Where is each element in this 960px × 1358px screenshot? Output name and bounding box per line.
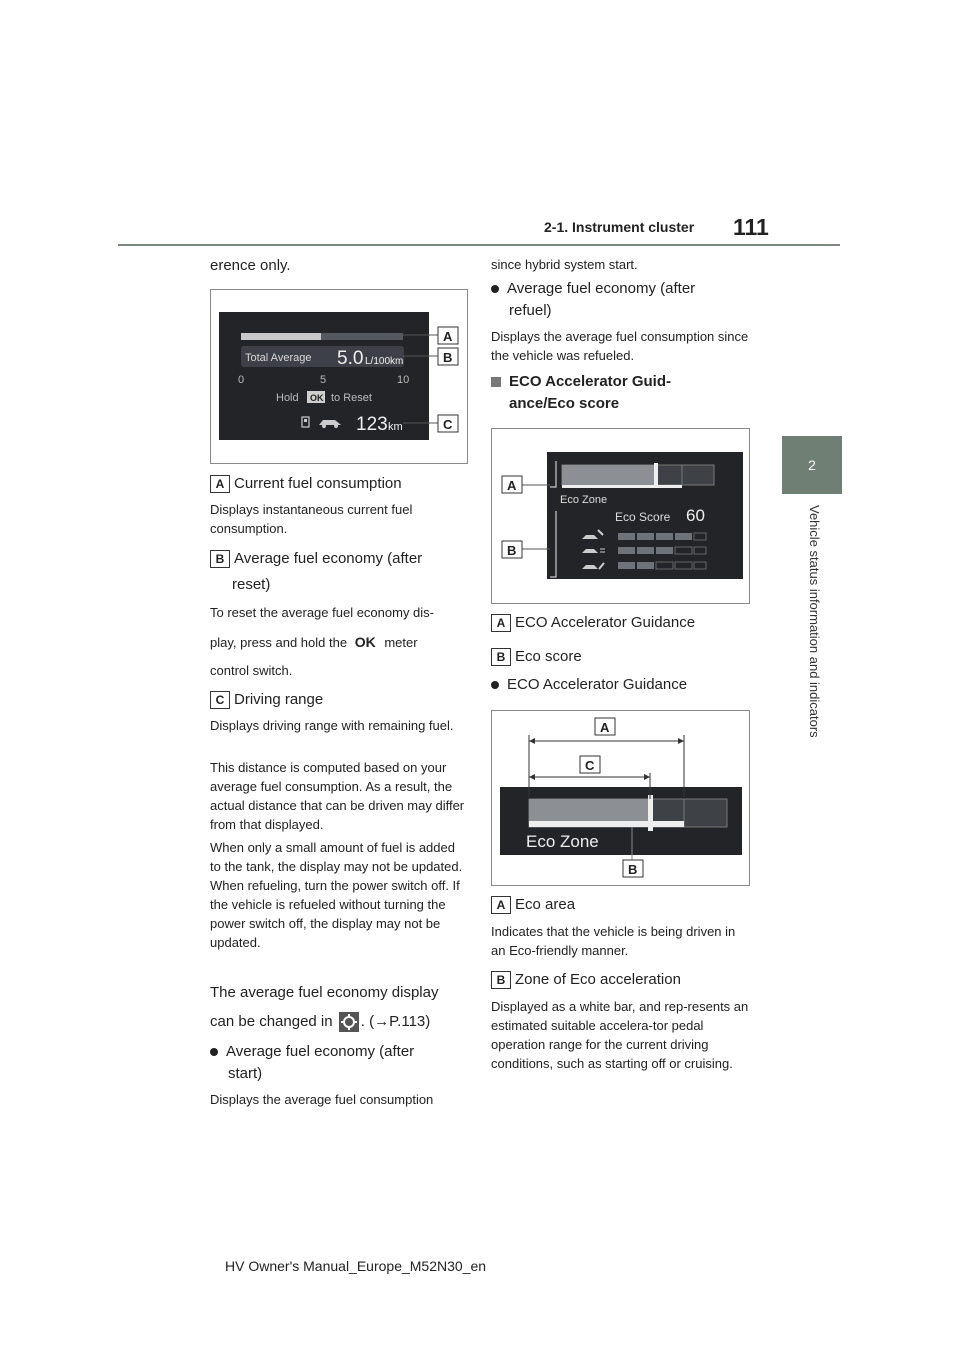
range-unit: km xyxy=(388,421,403,433)
total-average-unit: L/100km xyxy=(365,356,404,367)
bullet-icon xyxy=(210,1048,218,1056)
callout-b: B xyxy=(507,543,517,558)
total-average-label: Total Average xyxy=(245,352,312,364)
change-note-2b: . (→P.113) xyxy=(360,1013,431,1030)
total-average-value: 5.0 xyxy=(337,348,364,369)
eco-bar-white xyxy=(562,485,682,488)
guidance-white-bar xyxy=(529,821,684,827)
continued-text-right: since hybrid system start. xyxy=(491,257,638,272)
scale-0: 0 xyxy=(238,374,245,386)
figure-eco-guidance xyxy=(491,710,750,886)
settings-gear-icon xyxy=(339,1012,359,1032)
label-b: B xyxy=(491,648,511,666)
range-value: 123 xyxy=(356,414,388,435)
chapter-tab: 2 xyxy=(782,436,842,494)
ok-switch-icon: OK xyxy=(354,634,376,650)
eco-area-text: Eco area xyxy=(515,896,576,913)
label-a: A xyxy=(491,896,511,914)
eco-heading-cont: ance/Eco score xyxy=(509,395,620,412)
item-b-title xyxy=(210,548,422,570)
page-number: 111 xyxy=(733,214,769,240)
fig2-item-b-text: Eco score xyxy=(515,648,582,665)
score-stop-seg-1 xyxy=(618,562,635,569)
score-stop-seg-2 xyxy=(637,562,654,569)
chapter-name: Vehicle status information and indicators xyxy=(807,505,822,738)
item-c-text: Driving range xyxy=(234,691,324,708)
after-refuel-title-cont: refuel) xyxy=(509,302,552,319)
item-b-desc-2a: play, press and hold the xyxy=(210,635,348,650)
eco-score-label: Eco Score xyxy=(615,510,671,524)
after-refuel-text: Average fuel economy (after xyxy=(507,280,696,297)
guidance-bullet-text: ECO Accelerator Guidance xyxy=(507,676,688,693)
scale-10: 10 xyxy=(397,374,410,386)
zone-text: Zone of Eco acceleration xyxy=(515,971,681,988)
item-a-text: Current fuel consumption xyxy=(234,475,402,492)
change-note-2a: can be changed in xyxy=(210,1013,333,1030)
callout-c: C xyxy=(585,758,595,773)
after-refuel-title xyxy=(491,278,695,300)
eco-guidance-graphic xyxy=(492,711,749,885)
score-start-seg-1 xyxy=(618,533,635,540)
label-a: A xyxy=(491,614,511,632)
change-note-1: The average fuel economy display xyxy=(210,984,439,1001)
figure-eco-score xyxy=(491,428,750,604)
section-title: 2-1. Instrument cluster xyxy=(544,219,695,235)
bullet-icon xyxy=(491,285,499,293)
label-b: B xyxy=(491,971,511,989)
guidance-eco-zone: Eco Zone xyxy=(526,832,599,851)
eco-bar-fill xyxy=(562,465,654,485)
header-rule xyxy=(118,244,840,246)
change-note-2 xyxy=(210,1011,430,1033)
item-b-desc-1: To reset the average fuel economy dis- xyxy=(210,605,435,620)
eco-area-desc: Indicates that the vehicle is being driven in an Eco-friendly manner. xyxy=(491,924,736,958)
score-cruise-seg-3 xyxy=(656,547,673,554)
fig2-item-b xyxy=(491,646,582,668)
fig2-item-a-text: ECO Accelerator Guidance xyxy=(515,614,696,631)
item-c-desc-1: Displays driving range with remaining fuel. xyxy=(210,718,454,733)
eco-zone-label: Eco Zone xyxy=(560,494,608,506)
eco-area-title xyxy=(491,894,575,916)
guidance-bullet xyxy=(491,674,687,696)
eco-bar-indicator xyxy=(654,463,658,487)
label-b: B xyxy=(210,550,230,568)
callout-b: B xyxy=(628,862,638,877)
after-refuel-desc: Displays the average fuel consumption since the vehicle was refueled. xyxy=(491,329,749,363)
eco-heading-text: ECO Accelerator Guid- xyxy=(509,373,671,390)
bullet-icon xyxy=(491,681,499,689)
item-c-desc-3: When only a small amount of fuel is added to the tank, the display may not be updated. When refueling, turn the power switch off. If the vehicle is refueled without turning the power switch off, the display may not be updated. xyxy=(210,840,463,950)
eco-score-value: 60 xyxy=(686,506,705,525)
item-c-desc-2: This distance is computed based on your average fuel consumption. As a result, the actual distance that can be driven may differ from that displayed. xyxy=(210,760,465,832)
zone-desc: Displayed as a white bar, and rep-resents an estimated suitable accelera-tor pedal operation range for the current driving conditions, such as starting off or cruising. xyxy=(491,999,749,1071)
after-start-desc: Displays the average fuel consumption xyxy=(210,1092,434,1107)
zone-title xyxy=(491,969,681,991)
consumption-bar-fill xyxy=(241,333,321,340)
scale-5: 5 xyxy=(320,374,327,386)
eco-heading xyxy=(491,371,671,393)
label-a: A xyxy=(210,475,230,493)
item-a-title xyxy=(210,473,402,495)
item-b-text: Average fuel economy (after xyxy=(234,550,423,567)
score-start-seg-4 xyxy=(675,533,692,540)
item-b-desc-2b: meter xyxy=(384,635,418,650)
continued-text: erence only. xyxy=(210,257,291,274)
after-start-title-cont: start) xyxy=(228,1065,263,1082)
item-c-title xyxy=(210,689,323,711)
item-a-desc: Displays instantaneous current fuel consumption. xyxy=(210,502,413,536)
callout-c: C xyxy=(443,417,453,432)
callout-a: A xyxy=(443,329,453,344)
item-b-desc-3: control switch. xyxy=(210,663,293,678)
eco-score-graphic xyxy=(492,429,749,603)
item-b-title-cont: reset) xyxy=(232,576,271,593)
fig2-item-a xyxy=(491,612,695,634)
item-b-desc-2 xyxy=(210,633,418,652)
callout-a: A xyxy=(600,720,610,735)
after-start-title xyxy=(210,1041,414,1063)
hold-text: Hold xyxy=(276,392,299,404)
label-c: C xyxy=(210,691,230,709)
ok-icon-text: OK xyxy=(310,393,324,403)
heading-square-icon xyxy=(491,377,501,387)
score-cruise-seg-1 xyxy=(618,547,635,554)
after-start-text: Average fuel economy (after xyxy=(226,1043,415,1060)
callout-a: A xyxy=(507,478,517,493)
footer-manual: HV Owner's Manual_Europe_M52N30_en xyxy=(225,1258,487,1274)
figure-fuel-display xyxy=(210,289,468,464)
score-start-seg-2 xyxy=(637,533,654,540)
score-start-seg-3 xyxy=(656,533,673,540)
score-cruise-seg-2 xyxy=(637,547,654,554)
to-reset-text: to Reset xyxy=(331,392,372,404)
callout-b: B xyxy=(443,350,453,365)
fuel-display-graphic xyxy=(211,290,467,463)
chapter-tab-label xyxy=(806,505,822,795)
